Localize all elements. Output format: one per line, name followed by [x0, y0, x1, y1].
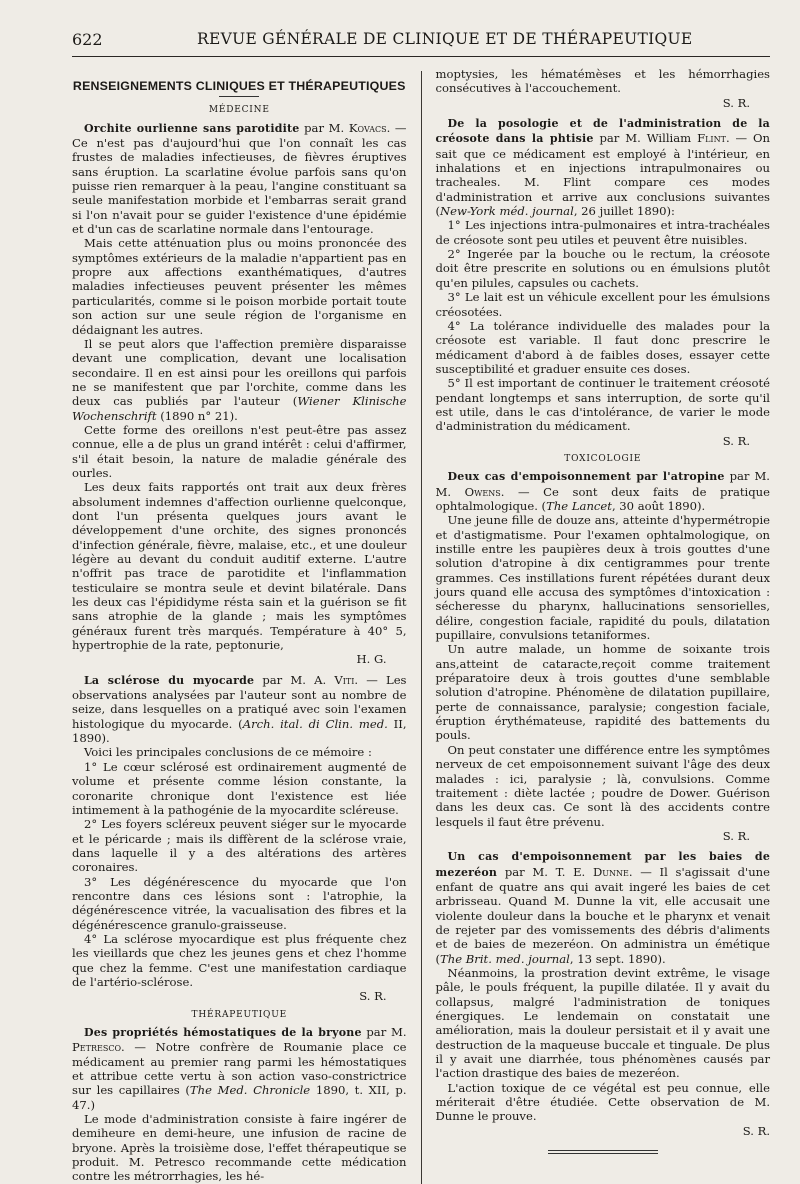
right-column	[436, 67, 771, 1184]
article-bryone: Des propriétés hémostatiques de la bryone par M. Petresco. — Notre confrère de Roumanie place ce médicament au premier rang parmi les hémostatiques et attribue cette vertu à son action vaso-constrictrice sur les capillaires (The Med. Chronicle 1890, t. XII, p. 47.)	[72, 1025, 407, 1112]
citation: The Brit. med. journal	[440, 951, 570, 966]
article-title: Des propriétés hémostatiques de la bryone	[84, 1026, 362, 1039]
author-name: Petresco	[72, 1040, 122, 1055]
signature: H. G.	[356, 652, 387, 667]
paragraph: moptysies, les hématémèses et les hémorrhagies consécutives à l'accouchement.	[435, 67, 771, 96]
paragraph: On peut constater une différence entre les symptômes nerveux de cet empoisonnement suivant l'âge des deux malades : ici, paralysie ; là, convulsions. Comme traitement : diète lactée ; poudre de Dower. Guérison dans les deux cas. Ce sont là des accidents contre lesquels il faut être prévenu.	[435, 742, 771, 829]
article-title: De la posologie et de l'administration de la créosote dans la phtisie	[435, 117, 771, 146]
paragraph: 5° Il est important de continuer le traitement créosoté pendant longtemps et sans interruption, de sorte qu'il est utile, dans le cas d'intolérance, de varier le mode d'administration du médicament.	[435, 376, 771, 434]
article-title: Un cas d'empoisonnement par les baies de mezeréon	[435, 850, 771, 879]
citation: The Lancet	[546, 498, 612, 513]
citation: New-York méd. journal	[440, 204, 574, 219]
article-title: Deux cas d'empoisonnement par l'atropine	[447, 470, 725, 484]
left-column	[72, 67, 407, 1184]
author-name: Dunne	[592, 864, 629, 879]
paragraph: 3° Les dégénérescence du myocarde que l'on rencontre dans ces lésions sont : l'atrophie, la dégénérescence vitrée, la vacualisation des fibres et la dégénérescence granulo-graisseuse.	[72, 874, 407, 932]
paragraph: 4° La tolérance individuelle des malades pour la créosote est variable. Il faut donc prescrire le médicament d'abord à de faibles doses, essayer cette susceptibilité et graduer ensuite ces doses.	[435, 318, 771, 376]
signature: S. R.	[359, 989, 387, 1004]
paragraph: Le mode d'administration consiste à faire ingérer de demiheure en demi-heure, une infusion de racine de bryone. Après la troisième dose, l'effet thérapeutique se produit. M. Petresco recommande cette médication contre les métrorrhagies, les hé-	[72, 1112, 407, 1184]
paragraph: 2° Ingerée par la bouche ou le rectum, la créosote doit être prescrite en solutions ou en émulsions plutôt qu'en pilules, capsules ou cachets.	[435, 247, 771, 290]
page-number: 622	[72, 30, 103, 49]
author-name: Flint	[697, 131, 726, 146]
paragraph: 1° Les injections intra-pulmonaires et intra-trachéales de créosote sont peu utiles et peuvent être nuisibles.	[435, 218, 771, 247]
signature: S. R.	[722, 433, 751, 448]
author-name: Kovacs	[348, 120, 387, 135]
citation: Arch. ital. di Clin. med.	[242, 716, 388, 731]
article-title: Orchite ourlienne sans parotidite	[84, 121, 300, 135]
article-atropine: Deux cas d'empoisonnement par l'atropine par M. M. Owens. — Ce sont deux faits de pratique ophtalmologique. (The Lancet, 30 août 1890).	[435, 469, 771, 513]
paragraph: Voici les principales conclusions de ce mémoire :	[84, 745, 372, 760]
paragraph: 1° Le cœur sclérosé est ordinairement augmenté de volume et présente comme lésion constante, la coronarite chronique dont l'existence est liée intimement à la pathogénie de la myocardite scléreuse.	[72, 759, 407, 817]
paragraph: Les deux faits rapportés ont trait aux deux frères absolument indemnes d'affection ourlienne quelconque, dont l'un présenta quelques jours avant le développement d'une orchite, des signes prononcés d'infection générale, fièvre, malaise, etc., et une douleur légère au devant du conduit auditif externe. L'autre n'offrit pas trace de parotidite et l'inflammation testiculaire se montra seule et devint bilatérale. Dans les deux cas l'épididyme résta sain et la guérison se fit sans atrophie de la glande ; mais les symptômes généraux furent très marqués. Température à 40° 5, hypertrophie de la rate, peptonurie,	[72, 480, 407, 653]
article-mezereon: Un cas d'empoisonnement par les baies de mezeréon par M. T. E. Dunne. — Il s'agissait d'une enfant de quatre ans qui avait ingeré les baies de cet arbrisseau. Quand M. Dunne la vit, elle accusait une violente douleur dans la bouche et le pharynx et venait de rejeter par des vomissements des débris d'aliments et de baies de mezeréon. On administra un émétique (The Brit. med. journal, 13 sept. 1890).	[435, 850, 771, 966]
rubric-medecine: MÉDECINE	[208, 105, 270, 116]
paragraph: Cette forme des oreillons n'est peut-être pas assez connue, elle a de plus un grand intérêt : celui d'affirmer, s'il était besoin, la nature de maladie générale des ourles.	[72, 422, 407, 480]
paragraph: 4° La sclérose myocardique est plus fréquente chez les vieillards que chez les jeunes gens et chez l'homme que chez la femme. C'est une manifestation cardiaque de l'artério-sclérose.	[72, 931, 407, 989]
paragraph: Une jeune fille de douze ans, atteinte d'hypermétropie et d'astigmatisme. Pour l'examen ophtalmologique, on instille entre les paupières deux à trois gouttes d'une solution d'atropine à dix centigrammes pour trente grammes. Ces instillations furent répétées durant deux jours quand elle accusa des symptômes d'intoxication : sécheresse du pharynx, hallucinations sensorielles, délire, congestion faciale, rapidité du pouls, dilatation pupillaire, convulsions tetaniformes.	[435, 513, 771, 643]
signature: S. R.	[722, 95, 751, 110]
paragraph: Il se peut alors que l'affection première disparaisse devant une complication, devant une localisation secondaire. Il en est ainsi pour les oreillons qui parfois ne se manifestent que par l'orchite, comme dans les deux cas publiés par l'auteur (Wiener Klinische Wochenschrift (1890 n° 21).	[72, 336, 407, 423]
article-creosote: De la posologie et de l'administration de la créosote dans la phtisie par M. William Flint. — On sait que ce médicament est employé à l'intérieur, en inhalations et en injections intrapulmonaires ou tracheales. M. Flint compare ces modes d'administration et arrive aux conclusions suivantes (New-York méd. journal, 26 juillet 1890):	[435, 117, 771, 219]
rubric-therapeutique: THÉRAPEUTIQUE	[191, 1009, 287, 1020]
paragraph: Mais cette atténuation plus ou moins prononcée des symptômes extérieurs de la maladie n'appartient pas en propre aux affections exanthématiques, d'autres maladies infectieuses peuvent présenter les mêmes particularités, comme si le poison morbide portait toute son action sur une seule région de l'organisme en dédaignant les autres.	[72, 236, 407, 337]
citation: Wiener Klinische Wochenschrift	[72, 394, 407, 423]
two-column-body	[72, 67, 770, 1184]
paragraph: Néanmoins, la prostration devint extrême, le visage pâle, le pouls fréquent, la pupille dilatée. Il y avait du collapsus, malgré l'administration de toniques énergiques. Le lendemain on constatait une amélioration, mais la douleur persistait et il y avait une destruction de la maqueuse buccale et tinguale. De plus il y avait une diarrhée, tous phénomènes causés par l'action drastique des baies de mezeréon.	[435, 965, 771, 1081]
signature: S. R.	[722, 828, 751, 843]
paragraph: 3° Le lait est un véhicule excellent pour les émulsions créosotées.	[435, 290, 771, 319]
paragraph: Un autre malade, un homme de soixante trois ans,atteint de cataracte,reçoit comme traitement préparatoire deux à trois gouttes d'une semblable solution d'atropine. Phénomène de dilatation pupillaire, perte de connaissance, paralysie; congestion faciale, éruption érythémateuse, rapidité des battements du pouls.	[435, 642, 771, 743]
running-head	[72, 26, 770, 57]
article-title: La sclérose du myocarde	[84, 673, 255, 687]
heading-rule	[219, 96, 259, 97]
author-name: Owens	[464, 484, 501, 499]
paragraph: 2° Les foyers scléreux peuvent siéger sur le myocarde et le péricarde ; mais ils diffèrent de la sclérose vraie, dans laquelle il y a des altérations des artères coronaires.	[72, 817, 407, 875]
article-sclerose: La sclérose du myocarde par M. A. Viti. — Les observations analysées par l'auteur sont au nombre de seize, dans lesquelles on a pratiqué avec soin l'examen histologique du myocarde. (Arch. ital. di Clin. med. II, 1890).	[72, 672, 407, 746]
citation: The Med. Chronicle	[189, 1083, 311, 1098]
section-heading: RENSEIGNEMENTS CLINIQUES ET THÉRAPEUTIQUES	[72, 79, 406, 93]
signature: S. R.	[742, 1123, 771, 1138]
journal-title: REVUE GÉNÉRALE DE CLINIQUE ET DE THÉRAPEUTIQUE	[197, 30, 693, 48]
article-orchite: Orchite ourlienne sans parotidite par M. Kovacs. — Ce n'est pas d'aujourd'hui que l'on connaît les cas frustes de maladies infectieuses, de fièvres éruptives sans éruption. La scarlatine évolue parfois sans qu'on puisse rien remarquer à la peau, l'angine constituant sa seule manifestation morbide et l'embarras serait grand si l'on n'avait pour se guider l'existence d'une épidémie et d'un cas de scarlatine normale dans l'entourage.	[72, 120, 407, 237]
rubric-toxicologie: TOXICOLOGIE	[564, 453, 642, 464]
column-divider	[421, 71, 422, 1184]
paragraph: L'action toxique de ce végétal est peu connue, elle mériterait d'être étudiée. Cette observation de M. Dunne le prouve.	[435, 1080, 771, 1124]
end-rule	[548, 1150, 658, 1154]
author-name: Viti	[334, 672, 355, 687]
